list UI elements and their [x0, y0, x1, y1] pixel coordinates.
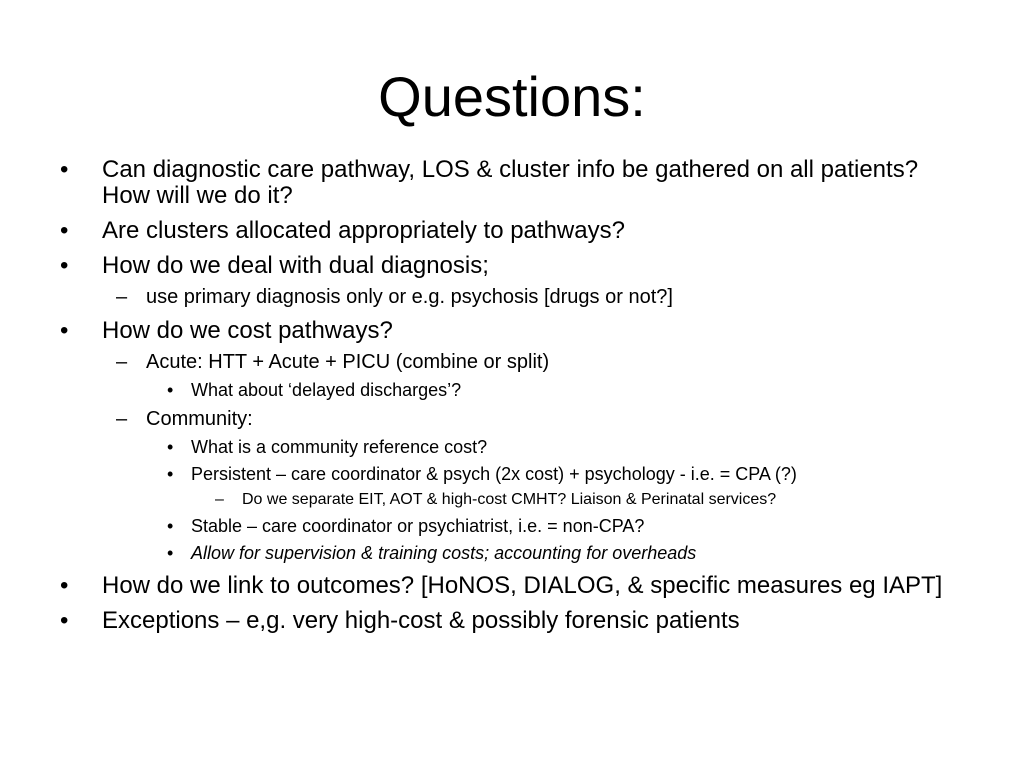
- bullet-item: [0, 218, 1024, 244]
- sub-sub-bullet-text: Stable – care coordinator or psychiatrist, i.e. = non-CPA?: [191, 516, 645, 536]
- sub-bullet-item: [0, 350, 1024, 374]
- sub-sub-bullet-text: What is a community reference cost?: [191, 437, 488, 457]
- sub-sub-bullet-item: [0, 464, 1024, 485]
- sub-sub-bullet-item: [0, 380, 1024, 401]
- dash-marker: –: [116, 351, 128, 373]
- bullet-item: [0, 253, 1024, 279]
- bullet-marker: •: [60, 572, 69, 599]
- bullet-text: How do we link to outcomes? [HoNOS, DIALOG, & specific measures eg IAPT]: [102, 572, 943, 599]
- bullet-marker: •: [167, 437, 174, 457]
- bullet-text: Exceptions – e,g. very high-cost & possibly forensic patients: [102, 607, 740, 634]
- sub-bullet-text: use primary diagnosis only or e.g. psychosis [drugs or not?]: [146, 286, 673, 308]
- sub-sub-bullet-text: Allow for supervision & training costs; accounting for overheads: [191, 543, 697, 563]
- sub-bullet-item: [0, 285, 1024, 309]
- sub-sub-bullet-text: Persistent – care coordinator & psych (2x cost) + psychology - i.e. = CPA (?): [191, 464, 797, 484]
- bullet-marker: •: [60, 217, 69, 244]
- bullet-marker: •: [60, 252, 69, 279]
- dash-marker: –: [116, 408, 128, 430]
- bullet-text: How do we cost pathways?: [102, 317, 393, 344]
- slide-title: Questions:: [378, 65, 646, 128]
- dash-marker: –: [215, 491, 224, 508]
- sub-sub-bullet-item: [0, 437, 1024, 458]
- bullet-item: [0, 157, 1024, 209]
- sub-sub-bullet-item: [0, 543, 1024, 564]
- bullet-text: How do we deal with dual diagnosis;: [102, 252, 489, 279]
- bullet-marker: •: [60, 317, 69, 344]
- sub-bullet-text: Community:: [146, 408, 253, 430]
- dash-marker: –: [116, 286, 128, 308]
- bullet-marker: •: [167, 464, 174, 484]
- bullet-item: [0, 318, 1024, 344]
- bullet-marker: •: [167, 516, 174, 536]
- sub-bullet-text: Acute: HTT + Acute + PICU (combine or split): [146, 351, 550, 373]
- level4-bullet-text: Do we separate EIT, AOT & high-cost CMHT? Liaison & Perinatal services?: [242, 491, 777, 508]
- bullet-item: [0, 573, 1024, 599]
- sub-sub-bullet-text: What about ‘delayed discharges’?: [191, 380, 462, 400]
- bullet-text: Can diagnostic care pathway, LOS & cluster info be gathered on all patients? How will we do it?: [102, 156, 919, 209]
- bullet-marker: •: [60, 156, 69, 183]
- sub-sub-bullet-item: [0, 516, 1024, 537]
- bullet-list: [0, 157, 1024, 634]
- bullet-marker: •: [167, 380, 174, 400]
- bullet-text: Are clusters allocated appropriately to pathways?: [102, 217, 625, 244]
- sub-bullet-item: [0, 407, 1024, 431]
- bullet-marker: •: [60, 607, 69, 634]
- bullet-item: [0, 608, 1024, 634]
- bullet-marker: •: [167, 543, 174, 563]
- level4-bullet-item: [0, 490, 1024, 510]
